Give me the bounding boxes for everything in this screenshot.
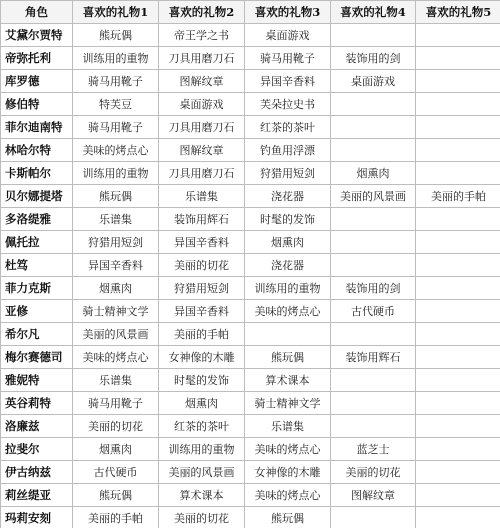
gift-cell: 美丽的风景画	[331, 185, 416, 208]
table-row	[1, 507, 500, 528]
gift-cell	[416, 461, 500, 484]
gift-cell	[331, 323, 416, 346]
character-name-cell: 希尔凡	[1, 323, 73, 346]
gift-cell: 美丽的手帕	[73, 507, 159, 528]
column-header-gift-1: 喜欢的礼物1	[73, 1, 159, 24]
gift-cell: 美丽的切花	[73, 415, 159, 438]
table-row	[1, 254, 500, 277]
character-name-cell: 林哈尔特	[1, 139, 73, 162]
gift-cell: 狩猎用短剑	[73, 231, 159, 254]
table-row	[1, 323, 500, 346]
gift-cell	[331, 24, 416, 47]
gift-cell: 装饰用的剑	[331, 47, 416, 70]
gift-cell: 美丽的切花	[159, 507, 245, 528]
gift-cell	[416, 254, 500, 277]
gift-cell: 帝王学之书	[159, 24, 245, 47]
gift-cell: 算术课本	[245, 369, 331, 392]
gift-cell: 骑马用靴子	[73, 116, 159, 139]
gift-cell	[416, 484, 500, 507]
column-header-character: 角色	[1, 1, 73, 24]
gift-cell: 刀具用磨刀石	[159, 47, 245, 70]
character-name-cell: 雅妮特	[1, 369, 73, 392]
gift-cell: 美丽的切花	[159, 254, 245, 277]
gift-cell: 骑士精神文学	[73, 300, 159, 323]
gift-cell	[331, 231, 416, 254]
gift-cell: 异国辛香料	[159, 231, 245, 254]
gift-cell: 美味的烤点心	[245, 438, 331, 461]
gift-cell	[416, 70, 500, 93]
gift-cell: 刀具用磨刀石	[159, 162, 245, 185]
gift-cell: 美丽的手帕	[416, 185, 500, 208]
character-name-cell: 亚修	[1, 300, 73, 323]
gift-cell: 狩猎用短剑	[245, 162, 331, 185]
gift-cell: 骑马用靴子	[73, 392, 159, 415]
gift-cell	[416, 346, 500, 369]
gift-cell	[416, 116, 500, 139]
character-name-cell: 库罗德	[1, 70, 73, 93]
gift-cell: 美味的烤点心	[245, 484, 331, 507]
character-name-cell: 杜笃	[1, 254, 73, 277]
gift-cell: 乐谱集	[159, 185, 245, 208]
character-name-cell: 修伯特	[1, 93, 73, 116]
table-row	[1, 415, 500, 438]
character-name-cell: 艾黛尔贾特	[1, 24, 73, 47]
table-row	[1, 139, 500, 162]
gift-cell: 训练用的重物	[245, 277, 331, 300]
gift-cell	[416, 231, 500, 254]
gift-cell: 熊玩偶	[245, 346, 331, 369]
character-name-cell: 贝尔娜提塔	[1, 185, 73, 208]
character-name-cell: 英谷莉特	[1, 392, 73, 415]
gift-cell	[416, 277, 500, 300]
gift-cell: 乐谱集	[73, 369, 159, 392]
gift-cell: 烟熏肉	[245, 231, 331, 254]
character-name-cell: 玛莉安刻	[1, 507, 73, 528]
table-row	[1, 461, 500, 484]
character-name-cell: 梅尔赛德司	[1, 346, 73, 369]
table-row	[1, 277, 500, 300]
table-row	[1, 369, 500, 392]
gift-cell	[416, 24, 500, 47]
gift-cell: 芙朵拉史书	[245, 93, 331, 116]
gift-cell: 异国辛香料	[245, 70, 331, 93]
gift-cell	[416, 369, 500, 392]
gift-cell: 骑马用靴子	[73, 70, 159, 93]
gift-cell: 浇花器	[245, 185, 331, 208]
gift-cell: 女神像的木雕	[159, 346, 245, 369]
gift-cell	[331, 254, 416, 277]
character-name-cell: 菲力克斯	[1, 277, 73, 300]
gift-cell: 狩猎用短剑	[159, 277, 245, 300]
table-row	[1, 484, 500, 507]
character-name-cell: 洛廉兹	[1, 415, 73, 438]
gift-cell	[416, 208, 500, 231]
table-row	[1, 185, 500, 208]
gift-cell	[416, 438, 500, 461]
gift-cell: 装饰用辉石	[159, 208, 245, 231]
gift-cell: 熊玩偶	[245, 507, 331, 528]
gift-cell: 蓝芝士	[331, 438, 416, 461]
gift-cell: 烟熏肉	[73, 277, 159, 300]
gift-cell: 女神像的木雕	[245, 461, 331, 484]
gift-cell: 美丽的切花	[331, 461, 416, 484]
gift-cell: 骑马用靴子	[245, 47, 331, 70]
character-name-cell: 卡斯帕尔	[1, 162, 73, 185]
character-name-cell: 菲尔迪南特	[1, 116, 73, 139]
gift-cell	[331, 507, 416, 528]
gift-cell	[331, 369, 416, 392]
gift-cell	[245, 323, 331, 346]
gift-cell: 美味的烤点心	[73, 139, 159, 162]
table-row	[1, 231, 500, 254]
gift-cell: 桌面游戏	[331, 70, 416, 93]
gift-cell	[416, 392, 500, 415]
gift-cell: 古代硬币	[331, 300, 416, 323]
gift-cell: 算术课本	[159, 484, 245, 507]
character-name-cell: 拉斐尔	[1, 438, 73, 461]
table-row	[1, 47, 500, 70]
gift-cell	[331, 415, 416, 438]
gift-cell: 浇花器	[245, 254, 331, 277]
character-name-cell: 伊古纳兹	[1, 461, 73, 484]
column-header-gift-5: 喜欢的礼物5	[416, 1, 500, 24]
gift-cell: 美丽的风景画	[159, 461, 245, 484]
gift-cell: 异国辛香料	[73, 254, 159, 277]
gift-cell: 古代硬币	[73, 461, 159, 484]
table-row	[1, 93, 500, 116]
gift-cell: 图解纹章	[331, 484, 416, 507]
gift-cell: 时髦的发饰	[245, 208, 331, 231]
gift-cell: 乐谱集	[73, 208, 159, 231]
gift-cell: 时髦的发饰	[159, 369, 245, 392]
table-row	[1, 24, 500, 47]
gift-cell	[331, 139, 416, 162]
gift-cell	[416, 139, 500, 162]
character-name-cell: 莉丝缇亚	[1, 484, 73, 507]
header-row	[1, 1, 500, 24]
gift-cell: 美丽的手帕	[159, 323, 245, 346]
gift-cell	[331, 116, 416, 139]
gift-cell: 钓鱼用浮漂	[245, 139, 331, 162]
column-header-gift-3: 喜欢的礼物3	[245, 1, 331, 24]
gift-cell	[416, 415, 500, 438]
gift-cell: 特芙豆	[73, 93, 159, 116]
gift-cell: 熊玩偶	[73, 185, 159, 208]
gift-cell: 熊玩偶	[73, 484, 159, 507]
gift-cell: 装饰用的剑	[331, 277, 416, 300]
gift-cell: 桌面游戏	[159, 93, 245, 116]
column-header-gift-4: 喜欢的礼物4	[331, 1, 416, 24]
gift-cell	[331, 208, 416, 231]
gift-cell: 桌面游戏	[245, 24, 331, 47]
gift-cell: 美丽的风景画	[73, 323, 159, 346]
character-name-cell: 多洛缇雅	[1, 208, 73, 231]
table-row	[1, 208, 500, 231]
gift-cell	[331, 392, 416, 415]
table-row	[1, 346, 500, 369]
gift-cell: 红茶的茶叶	[245, 116, 331, 139]
table-row	[1, 438, 500, 461]
table-row	[1, 162, 500, 185]
table-header	[1, 1, 500, 24]
gift-cell	[331, 93, 416, 116]
gift-cell: 图解纹章	[159, 139, 245, 162]
column-header-gift-2: 喜欢的礼物2	[159, 1, 245, 24]
character-name-cell: 帝弥托利	[1, 47, 73, 70]
gift-cell	[416, 93, 500, 116]
gift-cell: 异国辛香料	[159, 300, 245, 323]
gift-cell: 熊玩偶	[73, 24, 159, 47]
gift-cell	[416, 300, 500, 323]
gift-cell: 美味的烤点心	[245, 300, 331, 323]
gift-cell: 刀具用磨刀石	[159, 116, 245, 139]
gift-cell: 图解纹章	[159, 70, 245, 93]
gift-cell	[416, 507, 500, 528]
gift-cell: 训练用的重物	[73, 162, 159, 185]
table-row	[1, 116, 500, 139]
gift-cell	[416, 47, 500, 70]
gift-cell: 烟熏肉	[331, 162, 416, 185]
gift-cell: 训练用的重物	[159, 438, 245, 461]
gift-cell: 装饰用辉石	[331, 346, 416, 369]
table-row	[1, 392, 500, 415]
gift-cell	[416, 323, 500, 346]
gift-cell	[416, 162, 500, 185]
table-body	[1, 24, 500, 528]
table-row	[1, 70, 500, 93]
character-name-cell: 佩托拉	[1, 231, 73, 254]
gift-cell: 烟熏肉	[73, 438, 159, 461]
gift-cell: 美味的烤点心	[73, 346, 159, 369]
gift-cell: 乐谱集	[245, 415, 331, 438]
gift-cell: 骑士精神文学	[245, 392, 331, 415]
gift-cell: 红茶的茶叶	[159, 415, 245, 438]
table-row	[1, 300, 500, 323]
gift-cell: 烟熏肉	[159, 392, 245, 415]
gift-cell: 训练用的重物	[73, 47, 159, 70]
